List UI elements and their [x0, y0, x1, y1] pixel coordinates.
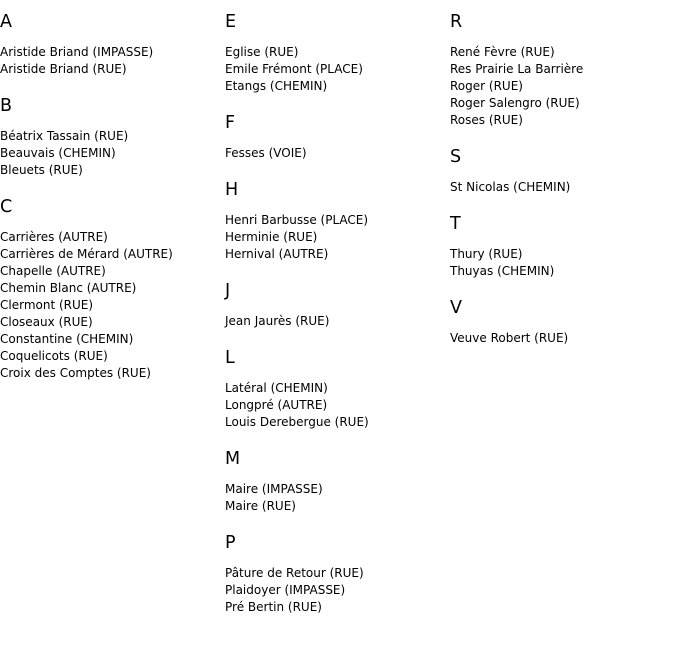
street-link[interactable]: Roger (RUE) [450, 79, 523, 93]
letter-group [0, 196, 220, 382]
street-list [225, 212, 445, 263]
street-list-item [450, 95, 670, 112]
street-list-item [450, 263, 670, 280]
street-list [225, 565, 445, 616]
street-list [225, 481, 445, 515]
street-column [0, 11, 220, 399]
letter-heading: C [0, 197, 13, 217]
street-link[interactable]: Veuve Robert (RUE) [450, 331, 569, 345]
letter-group [225, 179, 445, 263]
street-link[interactable]: Eglise (RUE) [225, 45, 299, 59]
street-link[interactable]: Clermont (RUE) [0, 298, 94, 312]
street-link[interactable]: Thury (RUE) [450, 247, 523, 261]
letter-heading: P [225, 533, 236, 553]
street-link[interactable]: Louis Derebergue (RUE) [225, 415, 369, 429]
street-link[interactable]: Henri Barbusse (PLACE) [225, 213, 369, 227]
letter-group [225, 280, 445, 330]
street-list [0, 44, 220, 78]
street-list [0, 128, 220, 179]
street-list-item [0, 246, 220, 263]
street-list [225, 380, 445, 431]
street-list-item [225, 380, 445, 397]
street-link[interactable]: Constantine (CHEMIN) [0, 332, 134, 346]
street-link[interactable]: Herminie (RUE) [225, 230, 318, 244]
street-list-item [450, 44, 670, 61]
street-list [0, 229, 220, 382]
street-list [225, 313, 445, 330]
street-link[interactable]: Beauvais (CHEMIN) [0, 146, 116, 160]
street-link[interactable]: Béatrix Tassain (RUE) [0, 129, 129, 143]
letter-heading: R [450, 12, 463, 32]
street-list-item [225, 229, 445, 246]
letter-group [450, 297, 670, 347]
street-link[interactable]: Roger Salengro (RUE) [450, 96, 580, 110]
letter-heading: T [450, 214, 461, 234]
street-list-item [450, 112, 670, 129]
letter-heading: S [450, 147, 462, 167]
street-link[interactable]: Thuyas (CHEMIN) [450, 264, 555, 278]
letter-group [225, 532, 445, 616]
letter-group [0, 11, 220, 78]
letter-group [450, 213, 670, 280]
street-link[interactable]: Pré Bertin (RUE) [225, 600, 322, 614]
letter-heading: J [225, 281, 231, 301]
street-list-item [0, 229, 220, 246]
street-list-item [0, 280, 220, 297]
street-list-item [0, 314, 220, 331]
street-link[interactable]: Aristide Briand (RUE) [0, 62, 127, 76]
letter-heading: H [225, 180, 239, 200]
letter-heading: L [225, 348, 235, 368]
letter-group [450, 146, 670, 196]
street-link[interactable]: Emile Frémont (PLACE) [225, 62, 363, 76]
street-link[interactable]: Latéral (CHEMIN) [225, 381, 328, 395]
street-link[interactable]: Chapelle (AUTRE) [0, 264, 106, 278]
street-column [450, 11, 670, 364]
street-list-item [450, 61, 670, 78]
street-link[interactable]: Croix des Comptes (RUE) [0, 366, 151, 380]
street-link[interactable]: Carrières (AUTRE) [0, 230, 108, 244]
street-link[interactable]: St Nicolas (CHEMIN) [450, 180, 571, 194]
street-list-item [225, 481, 445, 498]
street-link[interactable]: Aristide Briand (IMPASSE) [0, 45, 154, 59]
street-list-item [0, 128, 220, 145]
street-list-item [225, 61, 445, 78]
street-link[interactable]: Fesses (VOIE) [225, 146, 307, 160]
street-link[interactable]: Etangs (CHEMIN) [225, 79, 328, 93]
letter-heading: B [0, 96, 13, 116]
street-link[interactable]: Jean Jaurès (RUE) [225, 314, 330, 328]
street-list-item [0, 297, 220, 314]
street-list-item [225, 212, 445, 229]
street-list-item [0, 145, 220, 162]
street-link[interactable]: Carrières de Mérard (AUTRE) [0, 247, 173, 261]
street-list-item [450, 246, 670, 263]
letter-group [225, 448, 445, 515]
street-column [225, 11, 445, 633]
street-link[interactable]: Maire (IMPASSE) [225, 482, 323, 496]
street-link[interactable]: Chemin Blanc (AUTRE) [0, 281, 137, 295]
street-list-item [225, 246, 445, 263]
street-list-item [225, 145, 445, 162]
street-link[interactable]: Plaidoyer (IMPASSE) [225, 583, 346, 597]
street-list-item [450, 179, 670, 196]
street-list-item [225, 582, 445, 599]
street-list-item [225, 313, 445, 330]
street-list-item [225, 78, 445, 95]
street-list-item [0, 162, 220, 179]
letter-heading: E [225, 12, 237, 32]
street-link[interactable]: Maire (RUE) [225, 499, 296, 513]
street-list-item [0, 348, 220, 365]
street-list-item [450, 78, 670, 95]
street-list-item [0, 365, 220, 382]
street-list-item [225, 498, 445, 515]
street-list-item [225, 414, 445, 431]
street-list-item [450, 330, 670, 347]
street-list-item [0, 44, 220, 61]
letter-heading: M [225, 449, 241, 469]
street-link[interactable]: Longpré (AUTRE) [225, 398, 328, 412]
letter-group [225, 347, 445, 431]
street-link[interactable]: Bleuets (RUE) [0, 163, 83, 177]
street-list [450, 246, 670, 280]
street-link[interactable]: Coquelicots (RUE) [0, 349, 108, 363]
street-link[interactable]: Hernival (AUTRE) [225, 247, 329, 261]
letter-heading: F [225, 113, 236, 133]
street-list-item [0, 61, 220, 78]
street-list-item [225, 44, 445, 61]
street-list [450, 179, 670, 196]
street-list-item [225, 599, 445, 616]
street-list-item [225, 397, 445, 414]
letter-group [225, 112, 445, 162]
street-list [225, 44, 445, 95]
street-link[interactable]: René Fèvre (RUE) [450, 45, 555, 59]
street-link[interactable]: Closeaux (RUE) [0, 315, 93, 329]
letter-group [450, 11, 670, 129]
street-link[interactable]: Res Prairie La Barrière [450, 62, 584, 76]
street-list [450, 44, 670, 129]
letter-heading: A [0, 12, 12, 32]
street-link[interactable]: Roses (RUE) [450, 113, 523, 127]
street-list [225, 145, 445, 162]
street-list-item [225, 565, 445, 582]
letter-group [0, 95, 220, 179]
street-list-item [0, 263, 220, 280]
street-list [450, 330, 670, 347]
street-list-item [0, 331, 220, 348]
street-link[interactable]: Pâture de Retour (RUE) [225, 566, 364, 580]
letter-group [225, 11, 445, 95]
letter-heading: V [450, 298, 462, 318]
